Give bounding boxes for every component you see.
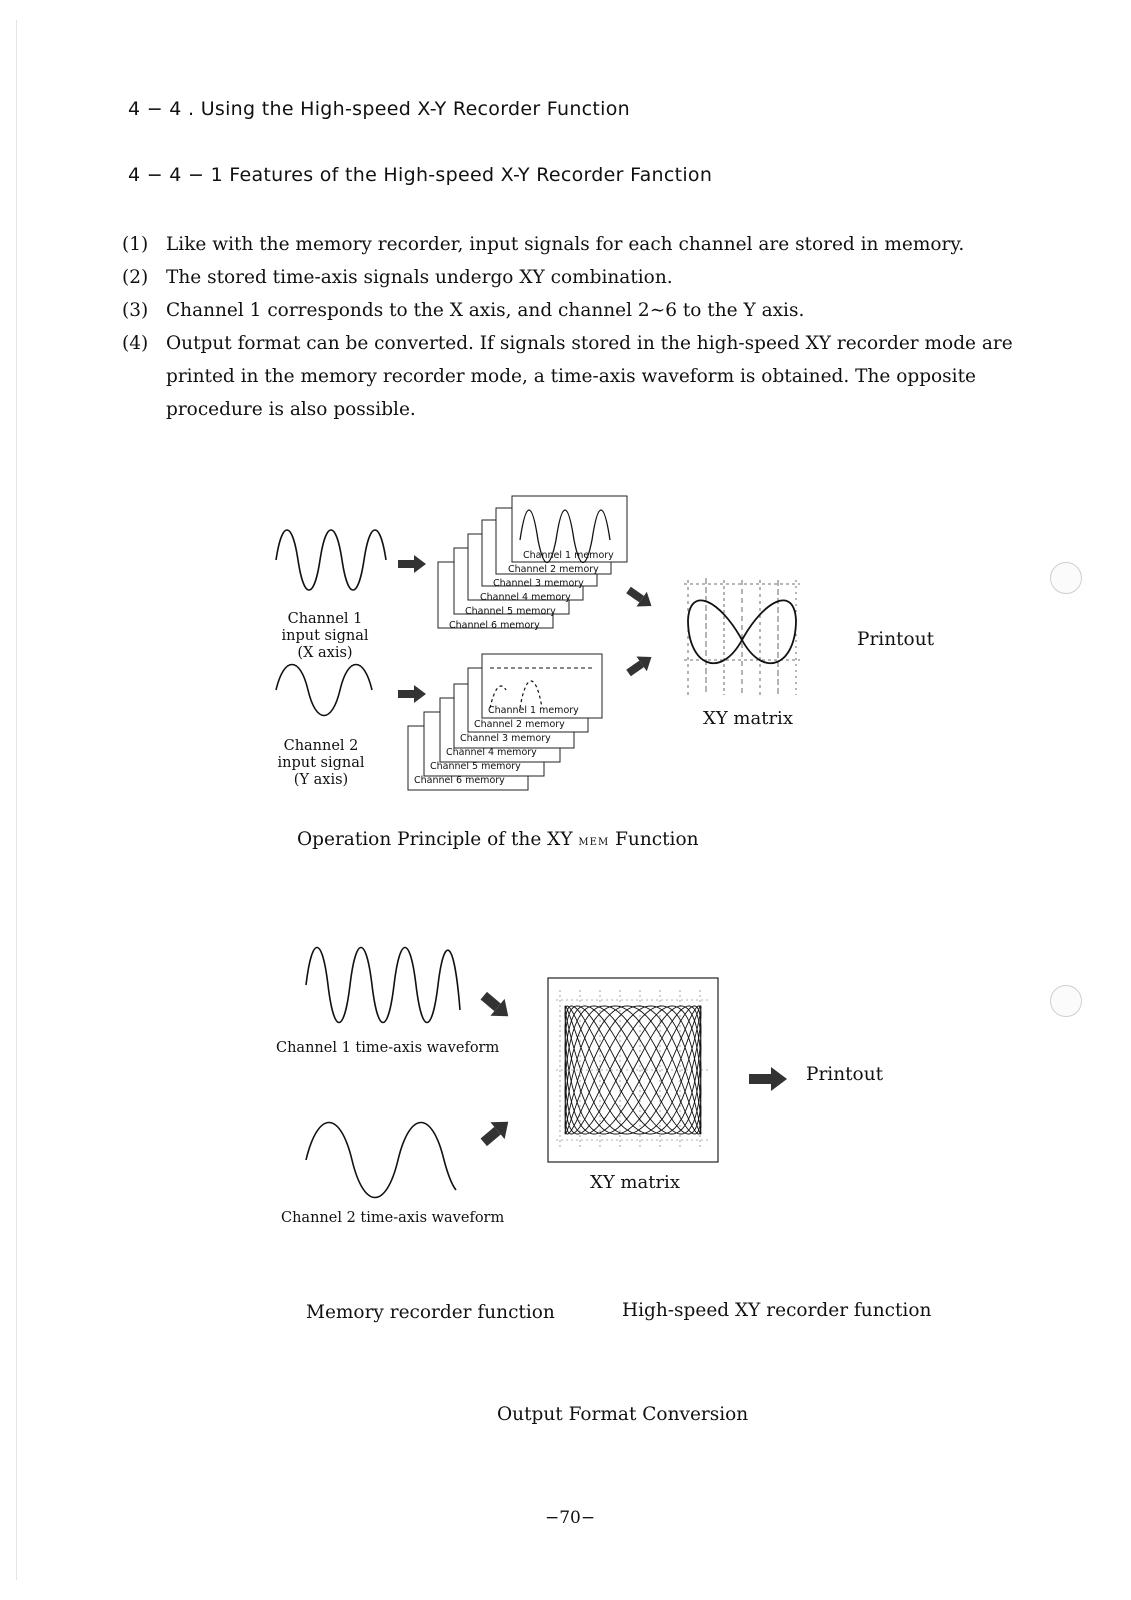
feature-text: Output format can be converted. If signals stored in the high-speed XY recorder mode are printed in the memory recorder mode, a time-axis waveform is obtained. The opposite procedure is also possible. — [166, 333, 1013, 420]
feature-item: (4) Output format can be converted. If signals stored in the high-speed XY recorder mode are printed in the memory recorder mode, a time-axis waveform is obtained. The opposite procedure is also possible. — [122, 333, 1013, 420]
page-number: −70− — [545, 1508, 596, 1528]
ch1-input-label: Channel 1 input signal (X axis) — [281, 611, 369, 661]
feature-text: Like with the memory recorder, input signals for each channel are stored in memory. — [166, 234, 965, 255]
arrow-right-icon — [749, 1067, 787, 1091]
feature-item: (3) Channel 1 corresponds to the X axis, and channel 2∼6 to the Y axis. — [122, 300, 805, 321]
memory-card-label: Channel 3 memory — [493, 578, 584, 589]
arrow-right-icon — [398, 685, 426, 703]
memory-card-label: Channel 5 memory — [465, 606, 556, 617]
memory-card-label: Channel 6 memory — [449, 620, 540, 631]
arrow-up-right-icon — [623, 650, 656, 681]
arrow-down-right-icon — [623, 583, 656, 614]
memory-card-label: Channel 3 memory — [460, 733, 551, 744]
feature-text: The stored time-axis signals undergo XY combination. — [166, 267, 673, 288]
arrow-up-right-icon — [477, 1113, 516, 1150]
feature-item: (1) Like with the memory recorder, input signals for each channel are stored in memory. — [122, 234, 965, 255]
xy-matrix-label: XY matrix — [590, 1172, 680, 1193]
memory-card-label: Channel 4 memory — [480, 592, 571, 603]
printout-label: Printout — [806, 1064, 884, 1085]
memory-card-label: Channel 4 memory — [446, 747, 537, 758]
printout-label: Printout — [857, 629, 935, 650]
figure2-caption: Output Format Conversion — [497, 1404, 749, 1425]
memory-card-label: Channel 2 memory — [474, 719, 565, 730]
memory-card-label: Channel 6 memory — [414, 775, 505, 786]
ch1-time-waveform — [306, 948, 460, 1023]
arrow-down-right-icon — [477, 987, 516, 1024]
feature-text: Channel 1 corresponds to the X axis, and channel 2∼6 to the Y axis. — [166, 300, 805, 321]
ch2-input-label: Channel 2 input signal (Y axis) — [277, 738, 365, 788]
memory-recorder-caption: Memory recorder function — [306, 1302, 555, 1323]
figure1-caption: Operation Principle of the XY MEM Function — [297, 829, 699, 850]
memory-card-label: Channel 2 memory — [508, 564, 599, 575]
xy-recorder-caption: High-speed XY recorder function — [622, 1300, 932, 1321]
subsection-heading: 4 − 4 − 1 Features of the High-speed X-Y Recorder Fanction — [128, 164, 713, 186]
feature-item: (2) The stored time-axis signals undergo XY combination. — [122, 267, 673, 288]
xy-matrix-large — [548, 978, 718, 1162]
arrow-right-icon — [398, 555, 426, 573]
xy-matrix-label: XY matrix — [703, 708, 793, 729]
ch2-time-waveform — [306, 1123, 456, 1198]
section-heading: 4 − 4 . Using the High-speed X-Y Recorder Function — [128, 98, 631, 120]
lissajous-trace — [565, 1006, 701, 1134]
ch1-input-waveform — [276, 530, 386, 590]
memory-card-label: Channel 1 memory — [523, 550, 614, 561]
ch1-time-label: Channel 1 time-axis waveform — [276, 1040, 500, 1056]
xy-matrix-small — [684, 578, 800, 695]
memory-card-label: Channel 5 memory — [430, 761, 521, 772]
memory-card-label: Channel 1 memory — [488, 705, 579, 716]
ch2-input-waveform — [276, 665, 372, 716]
ch2-time-label: Channel 2 time-axis waveform — [281, 1210, 505, 1226]
